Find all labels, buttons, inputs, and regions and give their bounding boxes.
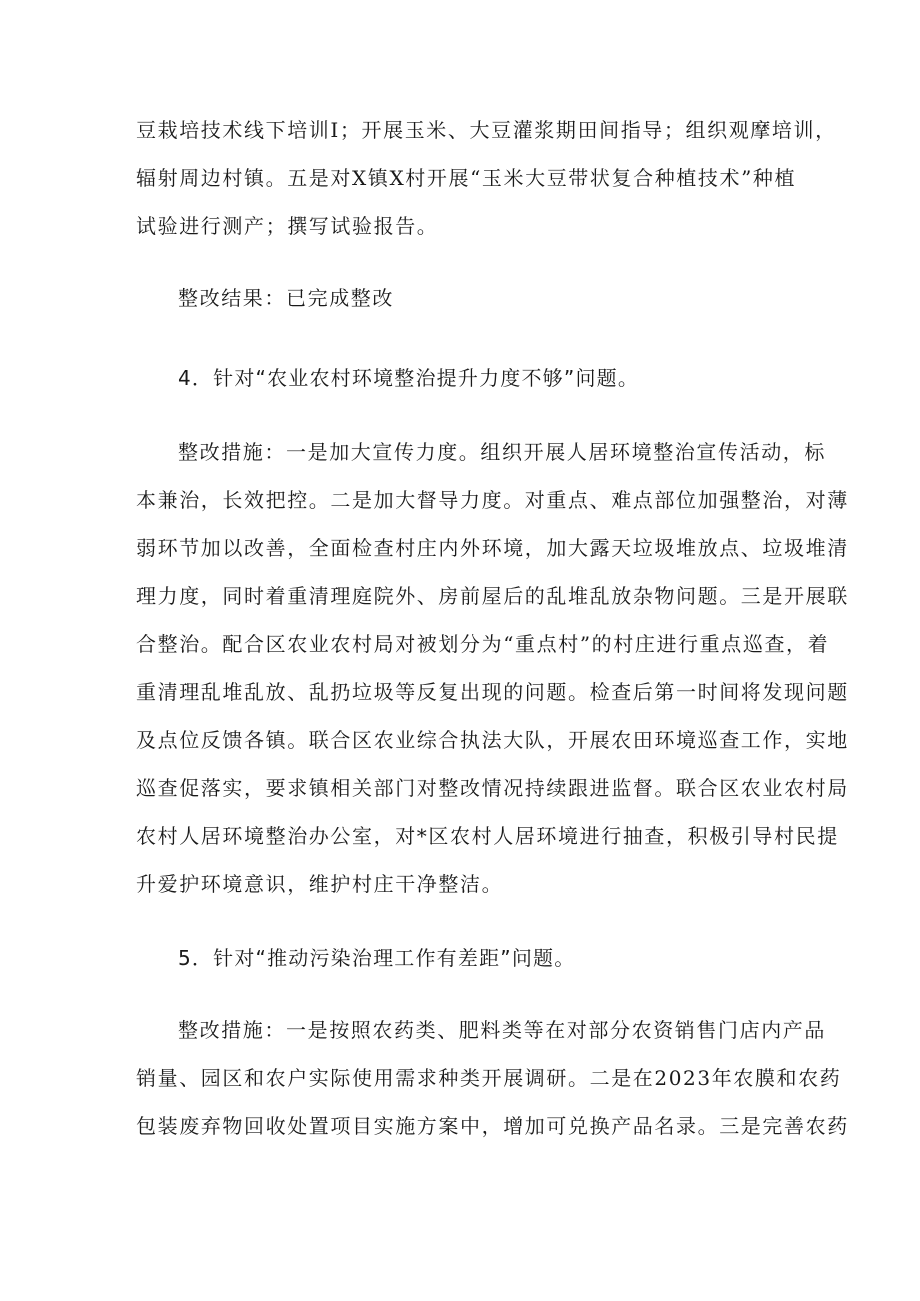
section-heading-4: 4．针对“农业农村环境整治提升力度不够”问题。 [178,366,640,390]
paragraph-line: 及点位反馈各镇。联合区农业综合执法大队，开展农田环境巡查工作，实地 [136,728,849,752]
paragraph-line: 整改措施：一是按照农药类、肥料类等在对部分农资销售门店内产品 [178,1018,826,1042]
paragraph-line: 试验进行测产；撰写试验报告。 [136,214,439,238]
paragraph-line: 理力度，同时着重清理庭院外、房前屋后的乱堆乱放杂物问题。三是开展联 [136,584,849,608]
paragraph-line: 包装废弃物回收处置项目实施方案中，增加可兑换产品名录。三是完善农药 [136,1114,849,1138]
paragraph-line: 整改措施：一是加大宣传力度。组织开展人居环境整治宣传活动，标 [178,440,826,464]
paragraph-line: 农村人居环境整治办公室，对*区农村人居环境进行抽查，积极引导村民提 [136,824,839,848]
paragraph-line: 豆栽培技术线下培训I；开展玉米、大豆灌浆期田间指导；组织观摩培训， [136,118,837,142]
paragraph-line: 合整治。配合区农业农村局对被划分为“重点村”的村庄进行重点巡查，着 [136,632,830,656]
section-heading-5: 5．针对“推动污染治理工作有差距”问题。 [178,946,576,970]
paragraph-line: 本兼治，长效把控。二是加大督导力度。对重点、难点部位加强整治，对薄 [136,488,849,512]
paragraph-line: 弱环节加以改善，全面检查村庄内外环境，加大露天垃圾堆放点、垃圾堆清 [136,536,849,560]
paragraph-line: 辐射周边村镇。五是对X镇X村开展“玉米大豆带状复合种植技术”种植 [136,166,797,190]
paragraph-line: 巡查促落实，要求镇相关部门对整改情况持续跟进监督。联合区农业农村局 [136,776,849,800]
paragraph-line: 升爱护环境意识，维护村庄干净整洁。 [136,872,504,896]
paragraph-line: 销量、园区和农户实际使用需求种类开展调研。二是在2023年农膜和农药 [136,1066,842,1090]
rectification-result: 整改结果：已完成整改 [178,286,394,310]
paragraph-line: 重清理乱堆乱放、乱扔垃圾等反复出现的问题。检查后第一时间将发现问题 [136,680,849,704]
